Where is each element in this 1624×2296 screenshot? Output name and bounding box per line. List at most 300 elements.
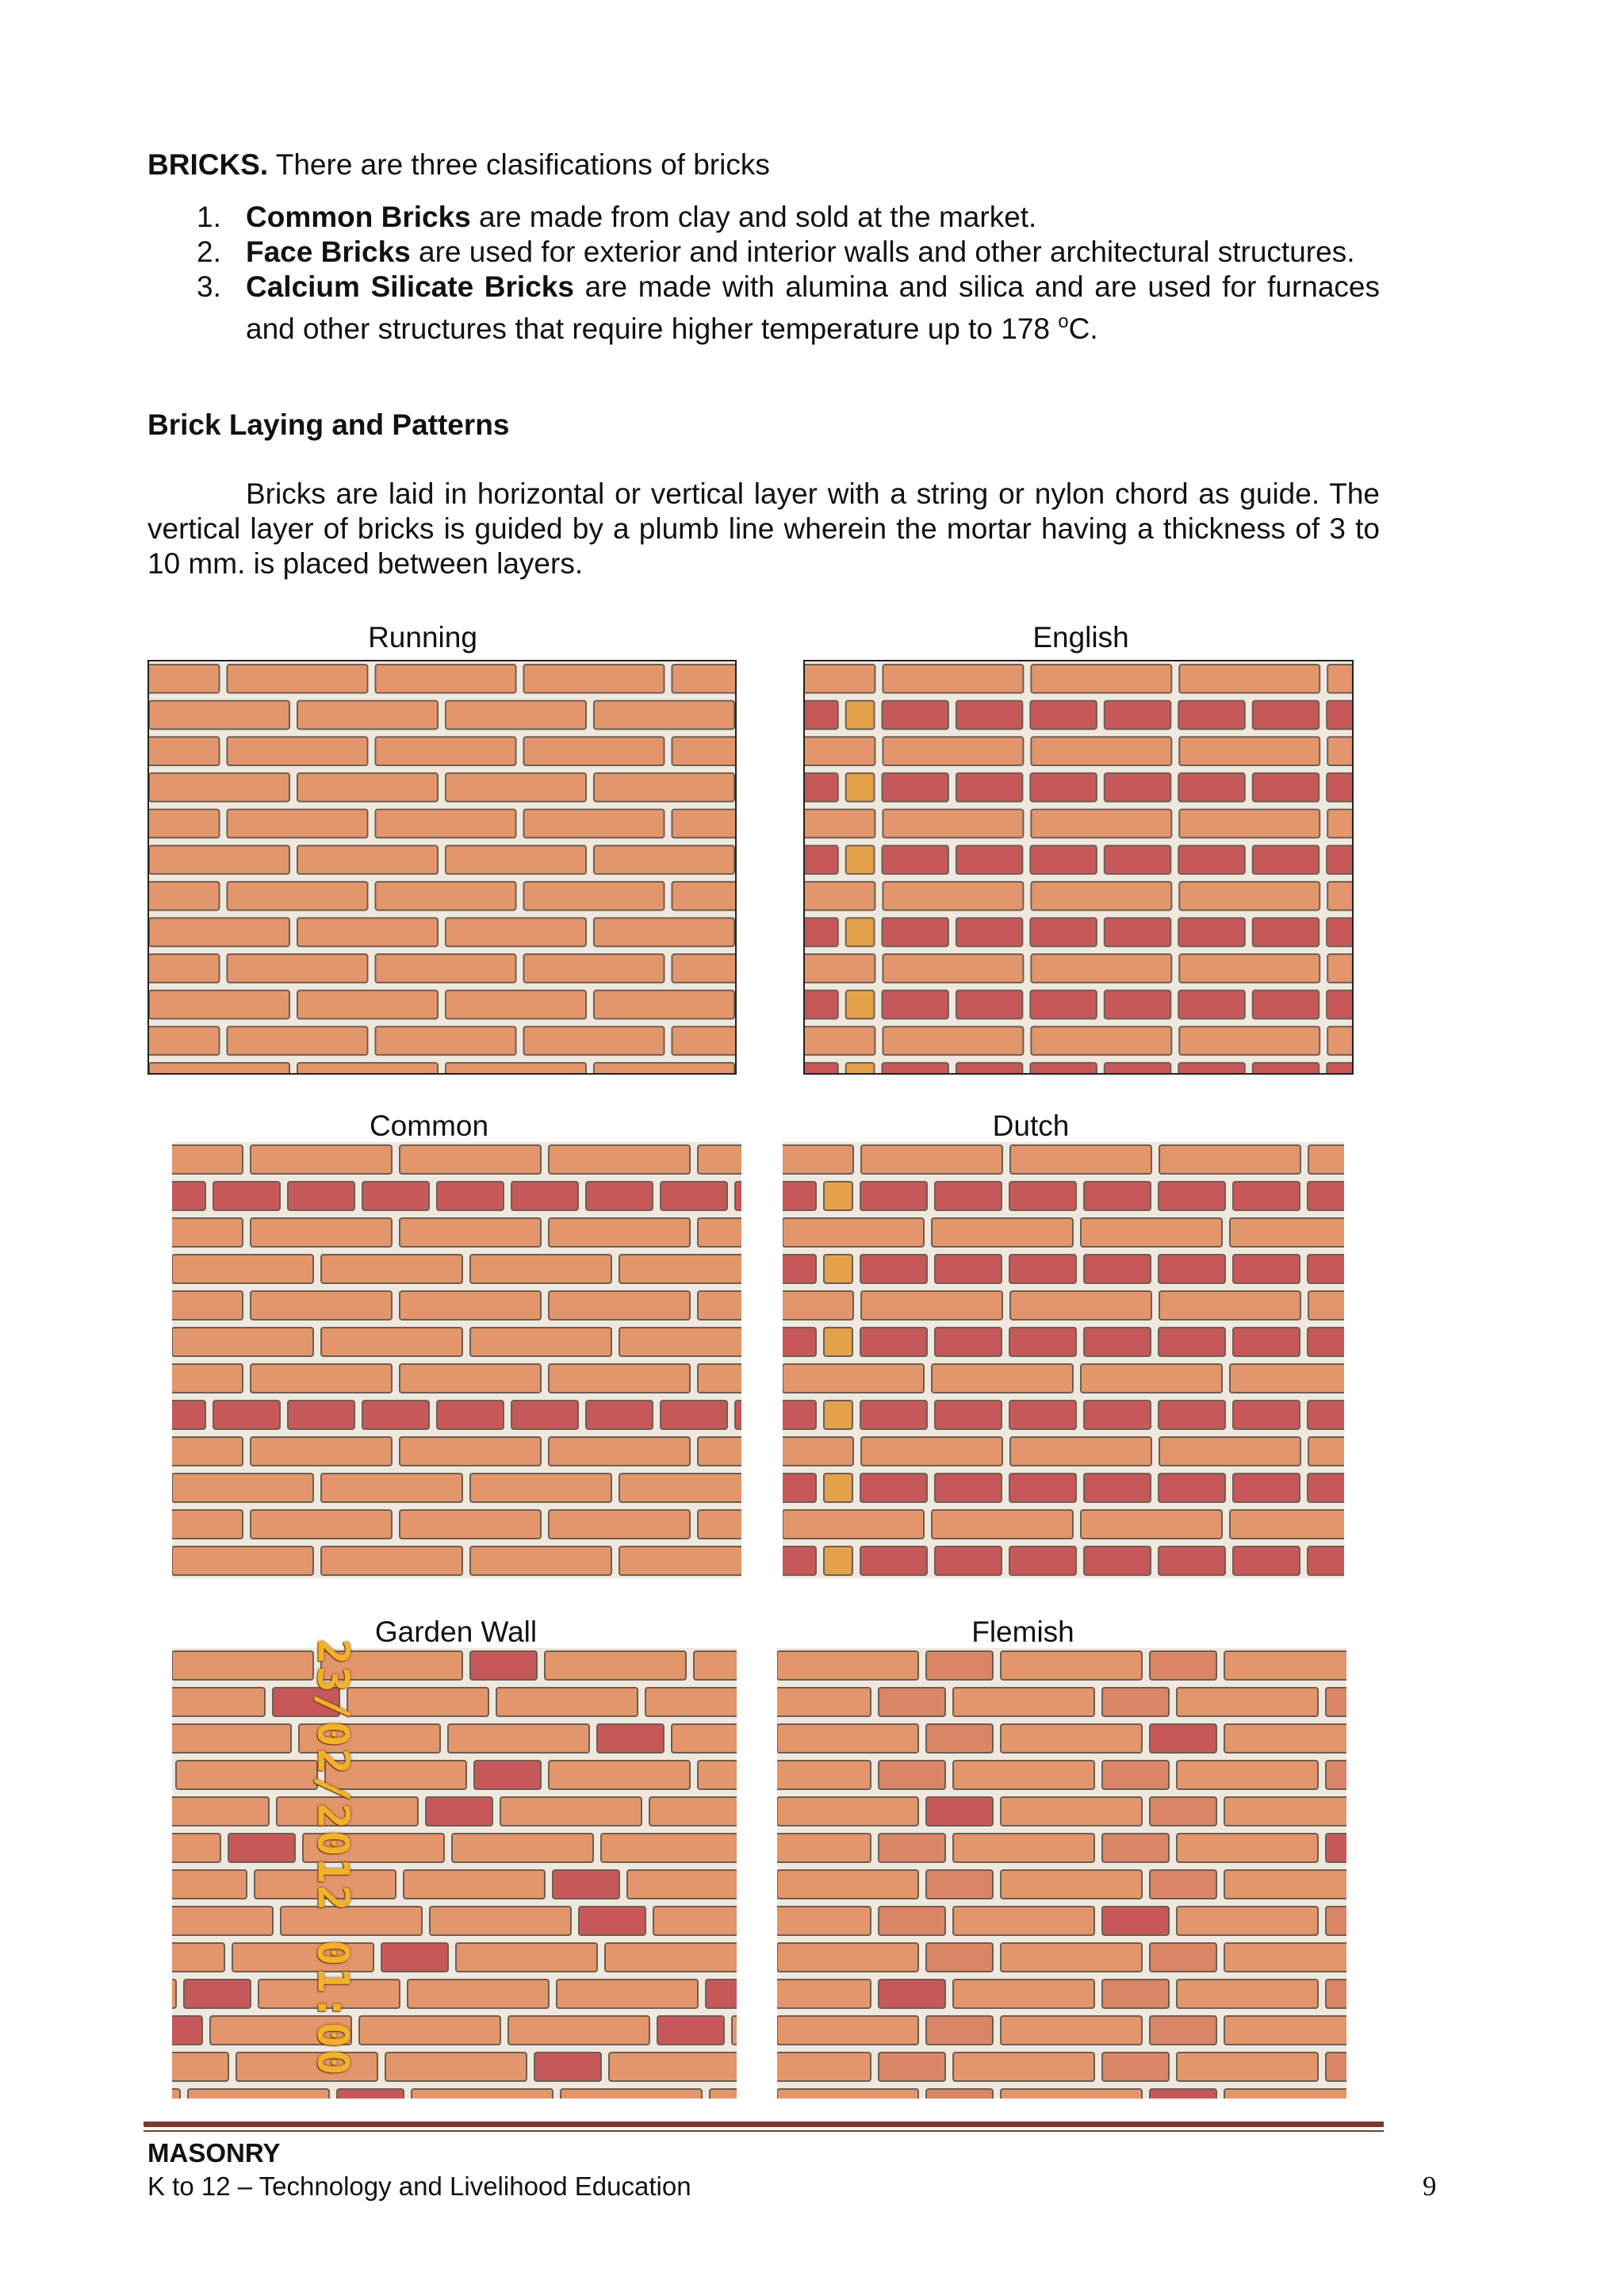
- brick: [1031, 665, 1171, 693]
- brick: [1010, 1145, 1151, 1174]
- brick: [172, 1328, 313, 1356]
- brick: [1102, 1907, 1169, 1935]
- brick: [149, 737, 220, 765]
- brick: [805, 701, 838, 730]
- brick: [1327, 882, 1352, 910]
- brick: [523, 1026, 664, 1055]
- brick: [694, 1651, 737, 1680]
- brick: [860, 1255, 927, 1283]
- brick: [188, 2089, 329, 2099]
- brick: [1084, 1474, 1151, 1502]
- brick: [561, 2089, 702, 2099]
- brick: [400, 1510, 541, 1539]
- brick: [1001, 1870, 1142, 1899]
- brick-type-name: Common Bricks: [246, 201, 471, 233]
- brick: [594, 701, 734, 730]
- brick: [1179, 810, 1320, 838]
- brick: [149, 882, 220, 910]
- brick: [935, 1255, 1002, 1283]
- brick: [227, 810, 367, 838]
- brick: [1224, 1651, 1346, 1680]
- brick: [172, 1870, 247, 1899]
- brick: [446, 845, 586, 874]
- brick: [1253, 1063, 1320, 1073]
- brick: [523, 665, 664, 693]
- section-body: [147, 477, 1380, 581]
- brick: [213, 1182, 280, 1210]
- brick: [953, 1688, 1094, 1716]
- brick: [1009, 1255, 1076, 1283]
- flemish-bond-image-svg: [777, 1648, 1346, 2099]
- brick: [879, 1834, 945, 1862]
- brick: [446, 701, 586, 730]
- brick: [172, 1145, 243, 1174]
- brick: [149, 1063, 289, 1073]
- brick: [586, 1182, 653, 1210]
- brick: [698, 1145, 741, 1174]
- brick: [824, 1182, 852, 1210]
- brick: [882, 991, 948, 1019]
- brick: [805, 845, 838, 874]
- brick: [149, 845, 289, 874]
- brick: [935, 1401, 1002, 1429]
- brick: [227, 882, 367, 910]
- brick: [698, 1364, 741, 1393]
- brick: [861, 1145, 1002, 1174]
- brick: [184, 1980, 251, 2008]
- brick: [1030, 701, 1097, 730]
- brick: [1178, 701, 1245, 730]
- brick: [926, 2016, 993, 2045]
- brick: [474, 1761, 541, 1789]
- brick: [172, 1547, 313, 1575]
- brick: [1081, 1364, 1222, 1393]
- bricks-intro-text: There are three clasifications of bricks: [268, 148, 770, 181]
- brick: [227, 665, 367, 693]
- brick: [321, 1547, 462, 1575]
- brick: [470, 1328, 611, 1356]
- brick: [400, 1364, 541, 1393]
- brick: [619, 1547, 741, 1575]
- brick: [882, 773, 948, 802]
- brick: [1105, 1063, 1171, 1073]
- brick: [956, 918, 1023, 947]
- brick: [805, 1063, 838, 1073]
- brick: [672, 665, 735, 693]
- brick: [783, 1437, 853, 1466]
- brick: [777, 2053, 871, 2081]
- brick: [653, 1907, 737, 1935]
- brick: [777, 1907, 871, 1935]
- brick: [926, 1870, 993, 1899]
- brick: [1327, 918, 1352, 947]
- brick: [597, 1724, 664, 1753]
- brick: [1308, 1547, 1344, 1575]
- brick: [1150, 1797, 1216, 1826]
- brick: [698, 1218, 741, 1247]
- brick: [1084, 1401, 1151, 1429]
- brick: [362, 1182, 429, 1210]
- brick: [448, 1724, 589, 1753]
- brick: [1308, 1145, 1344, 1174]
- section-body-text: Bricks are laid in horizontal or vertical layer with a string or nylon chord as guide. The vertical layer of bricks is guided by a plumb line wherein the mortar having a thickness of 3 to 10 mm. is placed between layers.: [147, 477, 1380, 580]
- brick: [1179, 1026, 1320, 1055]
- brick: [1159, 1328, 1225, 1356]
- brick: [935, 1474, 1002, 1502]
- brick: [446, 1063, 586, 1073]
- brick: [777, 1870, 918, 1899]
- brick: [1233, 1547, 1300, 1575]
- brick: [860, 1547, 927, 1575]
- brick: [251, 1364, 392, 1393]
- brick: [1159, 1182, 1225, 1210]
- english-bond-image-svg: [805, 661, 1352, 1073]
- brick: [932, 1218, 1073, 1247]
- brick: [783, 1255, 816, 1283]
- brick: [1150, 2089, 1216, 2099]
- brick: [470, 1255, 611, 1283]
- brick: [375, 810, 515, 838]
- brick: [172, 1797, 269, 1826]
- brick: [594, 1063, 734, 1073]
- brick: [172, 1688, 265, 1716]
- brick: [1326, 1834, 1346, 1862]
- brick: [1179, 737, 1320, 765]
- brick: [172, 1907, 273, 1935]
- brick-type-name: Face Bricks: [246, 236, 411, 268]
- brick: [846, 845, 875, 874]
- brick: [523, 954, 664, 983]
- brick: [783, 1328, 816, 1356]
- brick: [860, 1182, 927, 1210]
- brick: [777, 1761, 871, 1789]
- brick: [619, 1255, 741, 1283]
- brick: [579, 1907, 645, 1935]
- brick: [1102, 1688, 1169, 1716]
- pattern-caption-english: English: [1032, 621, 1129, 654]
- brick: [446, 991, 586, 1019]
- brick: [1084, 1255, 1151, 1283]
- brick: [882, 845, 948, 874]
- brick: [956, 773, 1023, 802]
- brick-type-description: are made from clay and sold at the market.: [470, 201, 1037, 233]
- brick: [805, 737, 875, 765]
- brick: [381, 1943, 448, 1972]
- brick: [375, 1026, 515, 1055]
- brick: [523, 810, 664, 838]
- brick: [594, 773, 734, 802]
- brick: [953, 2053, 1094, 2081]
- page-number: 9: [1423, 2171, 1437, 2202]
- brick: [1001, 1651, 1142, 1680]
- brick: [251, 1218, 392, 1247]
- brick: [594, 991, 734, 1019]
- brick: [437, 1182, 504, 1210]
- brick: [824, 1328, 852, 1356]
- brick: [1224, 1870, 1346, 1899]
- brick: [710, 2089, 737, 2099]
- brick: [172, 1364, 243, 1393]
- brick: [404, 1870, 545, 1899]
- brick: [1327, 954, 1352, 983]
- brick: [1326, 1688, 1346, 1716]
- brick: [1001, 2016, 1142, 2045]
- brick: [846, 991, 875, 1019]
- brick: [1327, 845, 1352, 874]
- brick: [672, 882, 735, 910]
- brick: [932, 1510, 1073, 1539]
- brick: [1159, 1145, 1300, 1174]
- brick: [1308, 1328, 1344, 1356]
- brick: [735, 1401, 741, 1429]
- brick: [1081, 1218, 1222, 1247]
- brick: [1001, 1943, 1142, 1972]
- brick: [549, 1364, 690, 1393]
- brick: [661, 1182, 727, 1210]
- brick: [1178, 1063, 1245, 1073]
- garden-wall-bond-image-svg: [172, 1648, 737, 2099]
- brick: [783, 1291, 853, 1320]
- brick: [149, 954, 220, 983]
- brick: [1030, 918, 1097, 947]
- brick: [882, 701, 948, 730]
- brick: [1233, 1255, 1300, 1283]
- brick: [426, 1797, 492, 1826]
- brick: [496, 1688, 638, 1716]
- brick: [172, 1943, 224, 1972]
- brick: [1233, 1182, 1300, 1210]
- brick: [879, 1761, 945, 1789]
- brick: [805, 665, 875, 693]
- brick: [172, 1980, 176, 2008]
- brick: [1230, 1218, 1344, 1247]
- brick: [860, 1328, 927, 1356]
- brick: [1159, 1255, 1225, 1283]
- brick: [1084, 1328, 1151, 1356]
- brick: [805, 918, 838, 947]
- brick: [172, 1834, 220, 1862]
- brick: [698, 1510, 741, 1539]
- brick: [172, 2089, 180, 2099]
- brick: [935, 1182, 1002, 1210]
- brick: [805, 991, 838, 1019]
- brick: [783, 1401, 816, 1429]
- brick: [935, 1547, 1002, 1575]
- brick: [1327, 991, 1352, 1019]
- brick: [227, 1026, 367, 1055]
- brick: [1253, 701, 1320, 730]
- brick: [176, 1761, 317, 1789]
- brick: [149, 773, 289, 802]
- brick: [953, 1761, 1094, 1789]
- brick: [783, 1510, 924, 1539]
- brick: [1105, 845, 1171, 874]
- brick: [649, 1797, 737, 1826]
- brick: [1308, 1401, 1344, 1429]
- brick: [400, 1437, 541, 1466]
- brick: [805, 810, 875, 838]
- brick: [879, 2053, 945, 2081]
- brick: [1030, 991, 1097, 1019]
- brick: [882, 1063, 948, 1073]
- brick: [534, 2053, 601, 2081]
- brick: [408, 1980, 549, 2008]
- brick: [594, 845, 734, 874]
- brick: [846, 918, 875, 947]
- brick: [1224, 1943, 1346, 1972]
- brick: [883, 882, 1023, 910]
- brick: [956, 1063, 1023, 1073]
- brick: [288, 1182, 354, 1210]
- brick: [1031, 810, 1171, 838]
- brick: [375, 954, 515, 983]
- brick: [777, 1651, 918, 1680]
- brick: [511, 1401, 578, 1429]
- brick: [1001, 1724, 1142, 1753]
- brick: [777, 1943, 918, 1972]
- brick: [1030, 845, 1097, 874]
- brick: [1159, 1401, 1225, 1429]
- degree-symbol: o: [1058, 311, 1069, 332]
- brick: [1009, 1474, 1076, 1502]
- brick-classification-list: [197, 200, 1380, 347]
- brick: [375, 665, 515, 693]
- brick: [777, 1688, 871, 1716]
- brick: [672, 1026, 735, 1055]
- brick: [956, 701, 1023, 730]
- brick: [227, 954, 367, 983]
- brick: [251, 1510, 392, 1539]
- brick: [805, 773, 838, 802]
- brick: [1150, 2016, 1216, 2045]
- brick: [1009, 1401, 1076, 1429]
- photo-date-stamp: [308, 1638, 358, 2077]
- brick: [1308, 1474, 1344, 1502]
- brick: [375, 882, 515, 910]
- brick: [883, 810, 1023, 838]
- brick: [172, 1474, 313, 1502]
- brick: [619, 1474, 741, 1502]
- brick-type-description: are used for exterior and interior walls and other architectural structures.: [410, 236, 1355, 268]
- brick: [446, 918, 586, 947]
- brick: [1102, 1834, 1169, 1862]
- brick: [594, 918, 734, 947]
- brick: [846, 1063, 875, 1073]
- brick: [149, 918, 289, 947]
- brick: [672, 737, 735, 765]
- brick: [1327, 1063, 1352, 1073]
- brick: [824, 1401, 852, 1429]
- brick: [846, 701, 875, 730]
- temperature-unit: C.: [1068, 312, 1098, 345]
- brick: [297, 773, 438, 802]
- brick: [1308, 1437, 1344, 1466]
- brick: [1105, 918, 1171, 947]
- brick: [297, 918, 438, 947]
- brick: [953, 1834, 1094, 1862]
- brick: [1105, 991, 1171, 1019]
- brick: [1030, 773, 1097, 802]
- brick: [926, 1724, 993, 1753]
- brick: [956, 845, 1023, 874]
- brick: [1159, 1474, 1225, 1502]
- brick: [446, 773, 586, 802]
- brick: [698, 1291, 741, 1320]
- brick: [347, 1688, 488, 1716]
- brick: [172, 1437, 243, 1466]
- brick: [172, 1510, 243, 1539]
- brick: [1326, 1980, 1346, 2008]
- brick: [1009, 1328, 1076, 1356]
- brick: [172, 1182, 205, 1210]
- brick: [1105, 701, 1171, 730]
- brick: [1253, 845, 1320, 874]
- brick: [288, 1401, 354, 1429]
- brick: [1233, 1474, 1300, 1502]
- list-number: 2.: [197, 236, 221, 268]
- brick: [1177, 2053, 1318, 2081]
- brick: [297, 701, 438, 730]
- brick: [1178, 918, 1245, 947]
- brick: [1084, 1547, 1151, 1575]
- brick: [672, 954, 735, 983]
- brick: [470, 1651, 537, 1680]
- list-item: [197, 200, 1380, 235]
- brick: [783, 1547, 816, 1575]
- brick: [777, 1834, 871, 1862]
- brick: [1178, 773, 1245, 802]
- brick: [1010, 1291, 1151, 1320]
- brick: [549, 1437, 690, 1466]
- brick: [777, 2089, 918, 2099]
- brick: [172, 1291, 243, 1320]
- brick: [172, 1255, 313, 1283]
- brick: [777, 1797, 918, 1826]
- brick: [1150, 1724, 1216, 1753]
- brick: [860, 1474, 927, 1502]
- brick: [609, 2053, 737, 2081]
- brick: [430, 1907, 571, 1935]
- brick-type-description: are made with alumina and silica and are used for furnaces and other structures that require higher temperature up to 178: [246, 270, 1381, 345]
- brick: [1327, 773, 1352, 802]
- brick: [735, 1182, 741, 1210]
- brick: [172, 1651, 313, 1680]
- brick: [337, 2089, 404, 2099]
- brick: [661, 1401, 727, 1429]
- footer-rule-thin: [144, 2130, 1384, 2132]
- brick: [1224, 2016, 1346, 2045]
- list-item: [197, 270, 1380, 347]
- brick: [1159, 1291, 1300, 1320]
- brick: [879, 1980, 945, 2008]
- brick: [1326, 1907, 1346, 1935]
- dutch-bond-image-svg: [783, 1142, 1344, 1578]
- brick: [523, 882, 664, 910]
- list-item: [197, 235, 1380, 270]
- brick: [1102, 1980, 1169, 2008]
- brick: [1327, 737, 1352, 765]
- brick-type-name: Calcium Silicate Bricks: [246, 270, 574, 303]
- brick: [1177, 1688, 1318, 1716]
- brick: [1177, 1980, 1318, 2008]
- brick: [1253, 991, 1320, 1019]
- footer-course: K to 12 – Technology and Livelihood Education: [147, 2171, 691, 2201]
- brick: [172, 2016, 202, 2045]
- brick: [777, 2016, 918, 2045]
- brick: [1224, 1724, 1346, 1753]
- brick: [375, 737, 515, 765]
- brick: [846, 773, 875, 802]
